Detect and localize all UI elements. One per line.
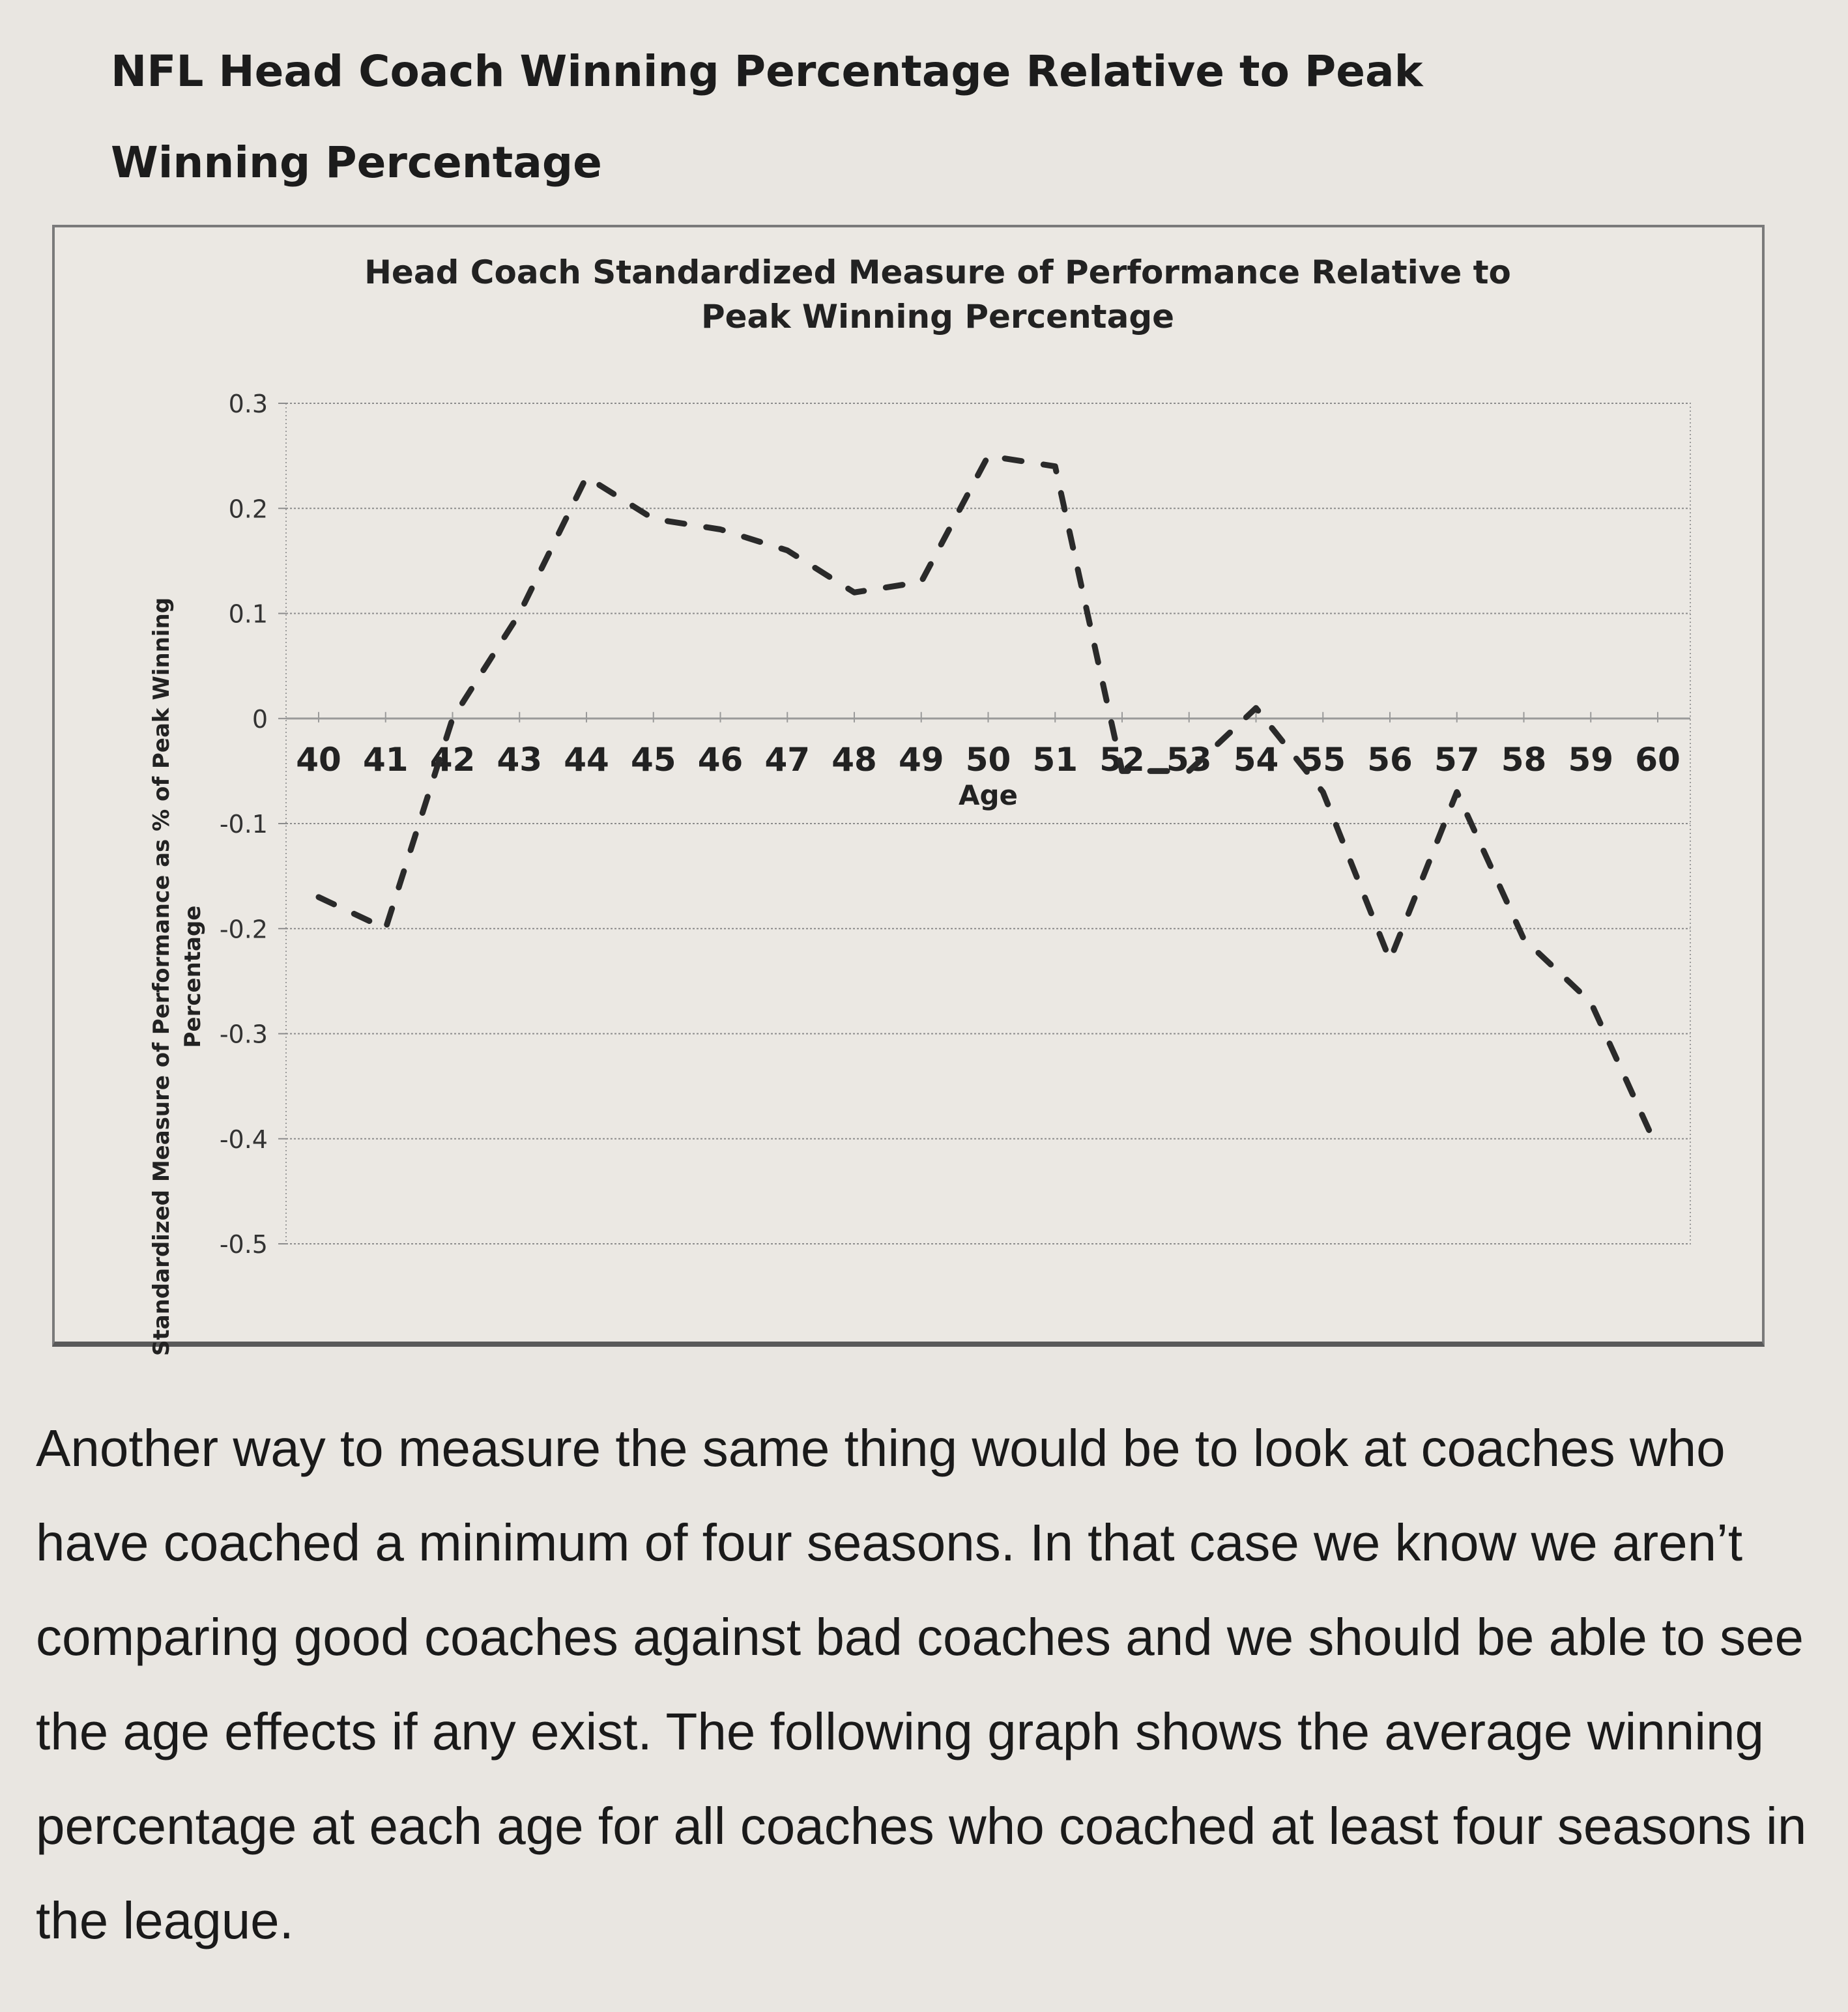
x-tick-label: 54: [1233, 740, 1279, 779]
x-tick-label: 41: [362, 740, 409, 779]
body-paragraph: Another way to measure the same thing would be to look at coaches who have coached a minimum of four seasons. In that case we know we aren’t comparing good coaches against bad coaches and we should be able to see the age effects if any exist. The following graph shows the average winning percentage at each age for all coaches who coached at least four seasons in the league.: [36, 1419, 1807, 1949]
data-point: [450, 716, 455, 721]
data-point: [1454, 790, 1460, 795]
data-point: [651, 516, 656, 521]
chart-frame: [52, 225, 1765, 1357]
data-point: [1052, 464, 1058, 469]
data-point: [1655, 1147, 1660, 1152]
x-tick-label: 42: [429, 740, 476, 779]
x-axis-title: Age: [958, 779, 1018, 811]
x-tick-label: 48: [831, 740, 877, 779]
data-point: [1320, 790, 1325, 795]
x-tick-label: 44: [564, 740, 609, 779]
y-tick-label: -0.1: [219, 810, 268, 839]
x-tick-label: 58: [1501, 740, 1547, 779]
x-tick-label: 55: [1300, 740, 1346, 779]
data-point: [986, 453, 991, 459]
data-point: [1588, 999, 1593, 1005]
data-point: [316, 895, 321, 900]
data-point: [852, 590, 857, 595]
x-tick-label: 45: [630, 740, 676, 779]
data-point: [517, 611, 522, 616]
y-tick-label: 0.3: [228, 390, 268, 418]
x-tick-label: 50: [965, 740, 1011, 779]
x-tick-label: 51: [1032, 740, 1078, 779]
x-tick-label: 52: [1099, 740, 1145, 779]
data-point: [1387, 958, 1393, 963]
data-point: [718, 527, 723, 532]
line-chart: [55, 227, 1762, 1342]
x-tick-label: 57: [1434, 740, 1480, 779]
y-tick-label: 0.1: [228, 599, 268, 629]
chart-title: Head Coach Standardized Measure of Performance Relative to Peak Winning Percentage: [364, 253, 1511, 336]
data-point: [785, 548, 790, 553]
y-tick-label: 0: [252, 704, 268, 734]
x-tick-label: 49: [898, 740, 944, 779]
y-tick-label: -0.5: [219, 1230, 268, 1259]
y-tick-label: -0.2: [219, 915, 268, 944]
page-heading: NFL Head Coach Winning Percentage Relative to Peak Winning Percentage: [111, 46, 1423, 188]
y-tick-label: 0.2: [228, 495, 268, 524]
y-axis-label: Standardized Measure of Performance as % of Peak Winning Percentage: [149, 597, 206, 1357]
x-tick-label: 47: [764, 740, 811, 779]
data-point: [919, 579, 924, 584]
x-tick-label: 56: [1367, 740, 1413, 779]
x-tick-label: 43: [497, 740, 543, 779]
data-point: [1254, 706, 1259, 711]
y-tick-label: -0.3: [219, 1020, 268, 1049]
x-tick-label: 53: [1166, 740, 1212, 779]
x-tick-label: 40: [296, 740, 341, 779]
y-tick-label: -0.4: [219, 1125, 268, 1154]
data-point: [1187, 768, 1192, 773]
x-tick-label: 46: [697, 740, 744, 779]
data-point: [1522, 936, 1527, 941]
x-tick-label: 60: [1635, 740, 1681, 779]
data-point: [383, 926, 388, 931]
x-tick-label: 59: [1568, 740, 1614, 779]
data-point: [1119, 768, 1125, 773]
data-point: [584, 474, 589, 480]
